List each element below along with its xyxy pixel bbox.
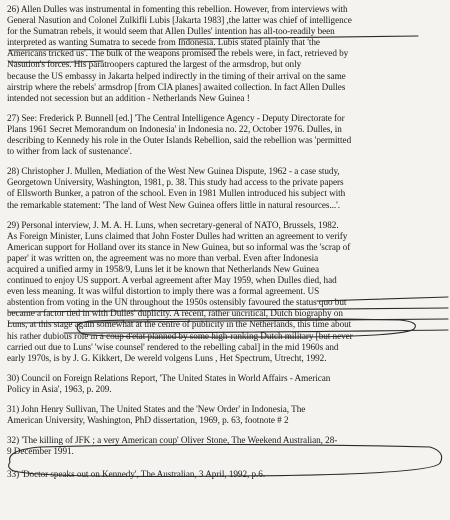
note-line: describing to Kennedy his role in the Outer Islands Rebellion, said the rebellion was 'permitted [7, 135, 352, 146]
note-line: for the Sumatran rebels, it would seem that Allen Dulles' intention has all-too-readily been [7, 26, 335, 37]
note-line: Luns, at this stage again somewhat at the centre of publicity in the Netherlands, this time about [7, 319, 352, 330]
note-line: General Nasution and Colonel Zulkifli Lubis [Jakarta 1983] ,the latter was chief of intelligence [7, 15, 352, 26]
note-line: 9 December 1991. [7, 446, 74, 457]
footnote-31 [7, 404, 442, 426]
note-line: airstrip where the rebels' armsdrop [from CIA planes] awaited collection. In fact Allen Dulles [7, 81, 346, 92]
note-line: 30) Council on Foreign Relations Report, 'The United States in World Affairs - American [7, 372, 331, 383]
note-line: to wither from lack of sustenance'. [7, 146, 132, 157]
note-line: Georgetown University, Washington, 1981, p. 38. This study had access to the private papers [7, 177, 344, 188]
footnote-29 [7, 220, 442, 364]
note-line: became a factor tied in with Dulles' duplicity. A recent, rather uncritical, Dutch biography on [7, 308, 343, 319]
footnote-30 [7, 373, 442, 395]
note-line: even less meaning. It was wilful distortion to imply there was a formal agreement. US [7, 286, 320, 297]
note-line: paper' it was written on, the agreement was no more than verbal. Even after Indonesia [7, 252, 319, 263]
note-line: carried out due to Luns' 'wise counsel' rendered to the rebelling cabal] in the mid 1960s and [7, 341, 339, 352]
note-line: American University, Washington, PhD dissertation, 1969, p. 63, footnote # 2 [7, 415, 289, 426]
note-line: Plans 1961 Secret Memorandum on Indonesia' in Indonesia no. 22, October 1976. Dulles, in [7, 123, 342, 134]
footnote-28 [7, 166, 442, 210]
note-line: abstention from voting in the UN throughout the 1950s ostensibly favoured the status quo but [7, 297, 347, 308]
note-line: because the US embassy in Jakarta helped indirectly in the timing of their arrival on the same [7, 70, 346, 81]
note-line: 27) See: Frederick P. Bunnell [ed.] 'The Central Intelligence Agency - Deputy Directorate for [7, 112, 345, 123]
note-line: 28) Christopher J. Mullen, Mediation of the West New Guinea Dispute, 1962 - a case study, [7, 166, 340, 177]
note-line: his rather dubious role in a coup d'etat planned by some high-ranking Dutch military [but never [7, 330, 353, 341]
note-line: 26) Allen Dulles was instrumental in fomenting this rebellion. However, from interviews with [7, 4, 348, 14]
note-line: of Ellsworth Bunker, a patron of the school. Even in 1981 Mullen introduced his subject with [7, 188, 346, 199]
footnote-26 [7, 4, 442, 104]
note-line: interpreted as wanting Sumatra to secede from Indonesia. Lubis stated plainly that 'the [7, 37, 320, 48]
note-line: Nasution's forces. His paratroopers captured the largest of the armsdrop, but only [7, 59, 302, 70]
footnote-27 [7, 113, 442, 157]
note-line: 32) 'The killing of JFK ; a very American coup' Oliver Stone, The Weekend Australian, 28- [7, 435, 338, 446]
note-line: early 1970s, is by J. G. Kikkert, De wereld volgens Luns , Het Spectrum, Utrecht, 1992. [7, 352, 327, 363]
note-line: 33) 'Doctor speaks out on Kennedy', The Australian, 3 April, 1992, p.6. [7, 469, 266, 480]
note-line: intended not secession but an addition - Netherlands New Guinea ! [7, 92, 250, 103]
note-line: Americans tricked us'. The bulk of the weapons promised the rebels were, in fact, retrieved by [7, 48, 349, 59]
note-line: acquired a unified army in 1958/9, Luns let it be known that Netherlands New Guinea [7, 263, 319, 274]
note-line: the remarkable statement: 'The land of West New Guinea offers little in natural resources...'. [7, 199, 341, 210]
note-line: Policy in Asia', 1963, p. 209. [7, 383, 112, 394]
note-line: As Foreign Minister, Luns claimed that John Foster Dulles had written an agreement to verify [7, 230, 348, 241]
note-line: continued to enjoy US support. A verbal agreement after May 1959, when Dulles died, had [7, 275, 337, 286]
note-line: 31) John Henry Sullivan, The United States and the 'New Order' in Indonesia, The [7, 404, 306, 414]
note-line: 29) Personal interview, J. M. A. H. Luns, when secretary-general of NATO, Brussels, 1982. [7, 219, 339, 230]
note-line: American support for Holland over its stance in New Guinea, but so informal was the 'scrap of [7, 241, 351, 252]
footnote-33 [7, 469, 442, 480]
footnote-32 [7, 435, 442, 457]
